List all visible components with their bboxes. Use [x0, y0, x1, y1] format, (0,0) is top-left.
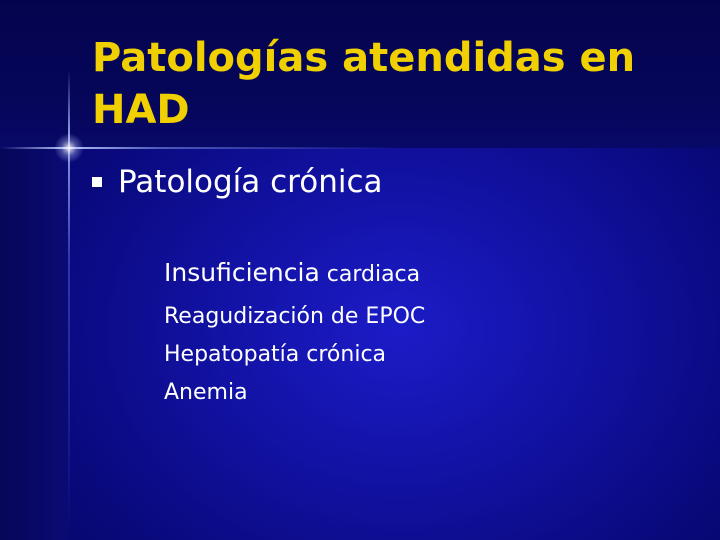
decorative-horizontal-line — [0, 147, 720, 149]
left-band — [0, 148, 68, 540]
list-item: Hepatopatía crónica — [164, 342, 387, 367]
list-item — [164, 250, 425, 298]
list-item-main: Insuficiencia — [164, 258, 320, 287]
sub-list — [164, 250, 425, 412]
square-bullet-icon — [92, 177, 102, 187]
sparkle-icon — [54, 133, 84, 163]
list-item: Anemia — [164, 380, 248, 405]
bullet-text: Patología crónica — [118, 164, 383, 200]
bullet-item — [92, 162, 383, 202]
slide-title: Patologías atendidas en HAD — [92, 35, 636, 133]
list-item: Reagudización de EPOC — [164, 304, 426, 329]
list-item-rest: cardiaca — [319, 262, 421, 287]
